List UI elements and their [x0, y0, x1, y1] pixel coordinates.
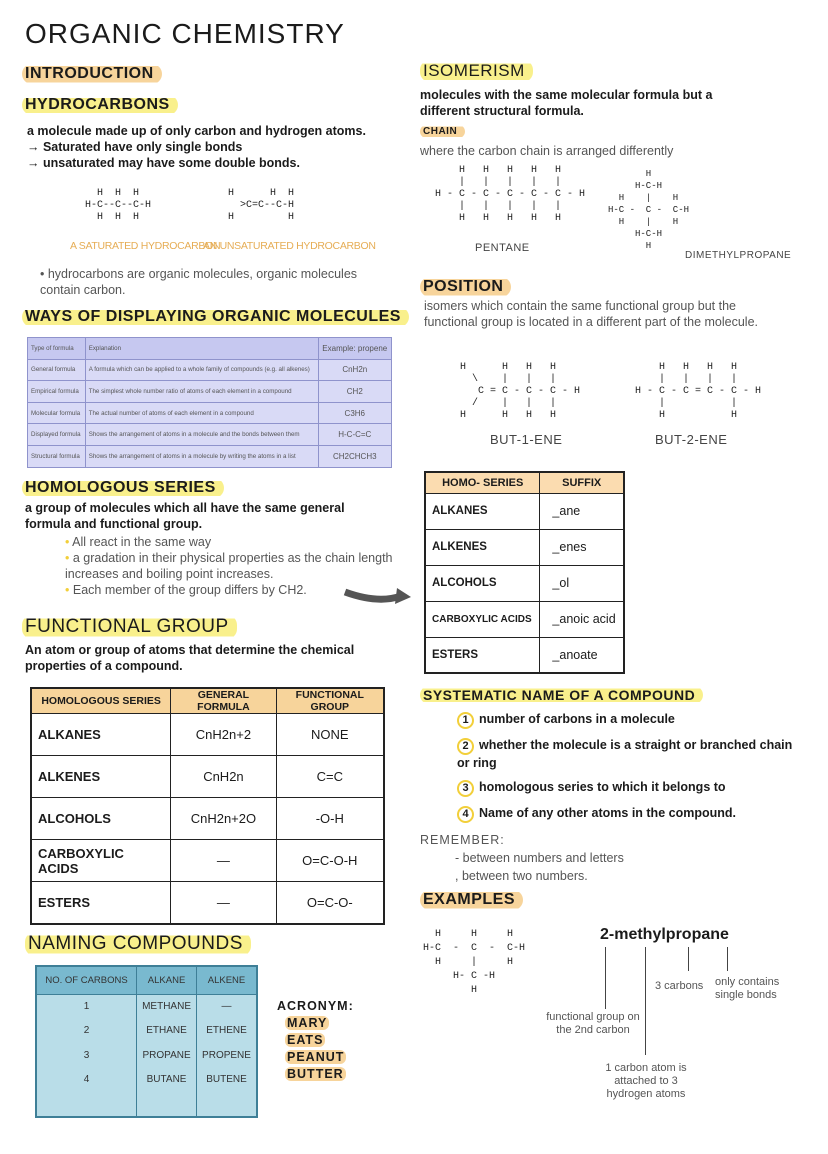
table-row: ESTERS _anoate — [425, 637, 624, 673]
isomerism-definition: molecules with the same molecular formula but a different structural formula. — [420, 88, 713, 118]
table-row: ALCOHOLS _ol — [425, 565, 624, 601]
but-2-ene-label: BUT-2-ENE — [655, 432, 728, 447]
bullet-item: • All react in the same way — [65, 535, 212, 549]
homologous-definition: a group of molecules which all have the same general formula and functional group. — [25, 501, 345, 531]
remember-item: - between numbers and letters — [455, 851, 624, 865]
table-row: CARBOXYLIC ACIDS _anoic acid — [425, 601, 624, 637]
table-row: 1 METHANE — — [36, 994, 257, 1019]
systematic-list — [457, 711, 797, 823]
table-row: Displayed formula Shows the arrangement of atoms in a molecule and the bonds between them H-C-C=C — [28, 424, 392, 446]
suffix-table: HOMO- SERIES SUFFIX ALKANES _ane ALKENES _enes ALCOHOLS _ol CARBOXYLIC ACIDS _anoic acid ESTERS _anoate — [424, 471, 625, 674]
hydrocarbon-note: • hydrocarbons are organic molecules, organic molecules contain carbon. — [40, 267, 358, 297]
bullet-item: • Each member of the group differs by CH2. — [65, 583, 307, 597]
but-1-ene-structure: H H H H \ | | | C = C - C - C - H / | | | H H H H — [460, 362, 581, 421]
heading-hydrocarbons: HYDROCARBONS — [22, 95, 178, 115]
col-header: Explanation — [85, 338, 318, 360]
page-title: ORGANIC CHEMISTRY — [25, 18, 345, 49]
saturated-structure: H H H H-C--C--C-H H H H — [85, 188, 152, 223]
heading-naming-compounds: NAMING COMPOUNDS — [25, 932, 251, 956]
annotation: functional group on the 2nd carbon — [546, 1011, 640, 1036]
table-row: Structural formula Shows the arrangement of atoms in a molecule by writing the atoms in a list CH2CHCH3 — [28, 445, 392, 467]
curved-arrow-icon — [343, 584, 413, 608]
list-item: 2 whether the molecule is a straight or branched chain or ring — [457, 738, 793, 770]
table-row: ESTERS — O=C-O- — [31, 882, 384, 924]
heading-chain: CHAIN — [420, 125, 465, 138]
pentane-label: PENTANE — [475, 242, 530, 254]
saturated-caption: A SATURATED HYDROCARBON — [70, 240, 221, 252]
line: → Saturated have only single bonds — [27, 140, 243, 154]
dimethylpropane-label: DIMETHYLPROPANE — [685, 250, 792, 261]
heading-isomerism: ISOMERISM — [420, 60, 533, 82]
table-row: CARBOXYLIC ACIDS — O=C-O-H — [31, 840, 384, 882]
unsaturated-structure: H H H >C=C--C-H H H — [228, 188, 295, 223]
heading-systematic-name: SYSTEMATIC NAME OF A COMPOUND — [420, 686, 703, 704]
functional-definition: An atom or group of atoms that determine the chemical properties of a compound. — [25, 643, 355, 673]
pentane-structure: H H H H H | | | | | H - C - C - C - C - C - H | | | | | H H H H H — [435, 165, 586, 224]
table-row: Molecular formula The actual number of atoms of each element in a compound C3H6 — [28, 402, 392, 424]
functional-group-table: HOMOLOGOUS SERIES GENERAL FORMULA FUNCTIONAL GROUP ALKANES CnH2n+2 NONE ALKENES CnH2n C=C ALCOHOLS CnH2n+2O -O-H CARBOXYLIC ACIDS — O=C-O-H ESTERS — O=C-O- — [30, 687, 385, 925]
example-name: 2-methylpropane — [600, 926, 729, 943]
methylpropane-structure: H H H H-C - C - C-H H | H H- C -H H — [423, 929, 526, 996]
heading-homologous-series: HOMOLOGOUS SERIES — [22, 478, 224, 498]
heading-position: POSITION — [420, 277, 511, 297]
remember-item: , between two numbers. — [455, 869, 588, 883]
col-header: Example: propene — [318, 338, 391, 360]
list-item: 4 Name of any other atoms in the compound. — [457, 805, 797, 823]
table-row: 4 BUTANE BUTENE — [36, 1068, 257, 1093]
but-2-ene-structure: H H H H | | | | H - C - C = C - C - H | | H H — [635, 362, 762, 421]
annotation: 1 carbon atom is attached to 3 hydrogen atoms — [605, 1062, 687, 1100]
bullet-item: • a gradation in their physical properties as the chain length increases and boiling point increases. — [65, 551, 393, 581]
unsaturated-caption: AN UNSATURATED HYDROCARBON — [203, 240, 376, 252]
heading-introduction: INTRODUCTION — [22, 64, 162, 84]
chain-text: where the carbon chain is arranged differently — [420, 144, 674, 158]
but-1-ene-label: BUT-1-ENE — [490, 432, 563, 447]
annotation: 3 carbons — [655, 980, 704, 992]
annotation: only contains single bonds — [715, 976, 780, 1001]
heading-examples: EXAMPLES — [420, 890, 523, 910]
formula-types-table — [27, 337, 392, 468]
table-row: 2 ETHANE ETHENE — [36, 1019, 257, 1044]
table-row: ALKENES _enes — [425, 529, 624, 565]
table-row: ALKANES CnH2n+2 NONE — [31, 714, 384, 756]
col-header: Type of formula — [28, 338, 86, 360]
table-row: ALKENES CnH2n C=C — [31, 756, 384, 798]
table-row: ALCOHOLS CnH2n+2O -O-H — [31, 798, 384, 840]
line: a molecule made up of only carbon and hydrogen atoms. — [27, 124, 366, 138]
naming-table: NO. OF CARBONS ALKANE ALKENE 1 METHANE — 2 ETHANE ETHENE 3 PROPANE PROPENE 4 BUTANE BUTENE — [35, 965, 258, 1118]
list-item: 3 homologous series to which it belongs to — [457, 779, 797, 797]
table-row: 3 PROPANE PROPENE — [36, 1043, 257, 1068]
line: → unsaturated may have some double bonds. — [27, 156, 300, 170]
list-item: 1 number of carbons in a molecule — [457, 711, 797, 729]
heading-functional-group: FUNCTIONAL GROUP — [22, 615, 237, 639]
table-row: ALKANES _ane — [425, 493, 624, 529]
position-text: isomers which contain the same functional group but the functional group is located in a different part of the molecule. — [424, 299, 759, 329]
acronym-block: ACRONYM: MARY EATS PEANUT BUTTER — [277, 999, 354, 1081]
dimethylpropane-structure: H H-C-H H | H H-C - C - C-H H | H H-C-H H — [608, 169, 690, 251]
table-row: Empirical formula The simplest whole number ratio of atoms of each element in a compound CH2 — [28, 381, 392, 403]
hydrocarbon-definition — [27, 123, 417, 171]
remember-label: REMEMBER: — [420, 833, 505, 847]
table-row: General formula A formula which can be applied to a whole family of compounds (e.g. all alkenes) CnH2n — [28, 359, 392, 381]
heading-ways-displaying: WAYS OF DISPLAYING ORGANIC MOLECULES — [22, 307, 409, 327]
